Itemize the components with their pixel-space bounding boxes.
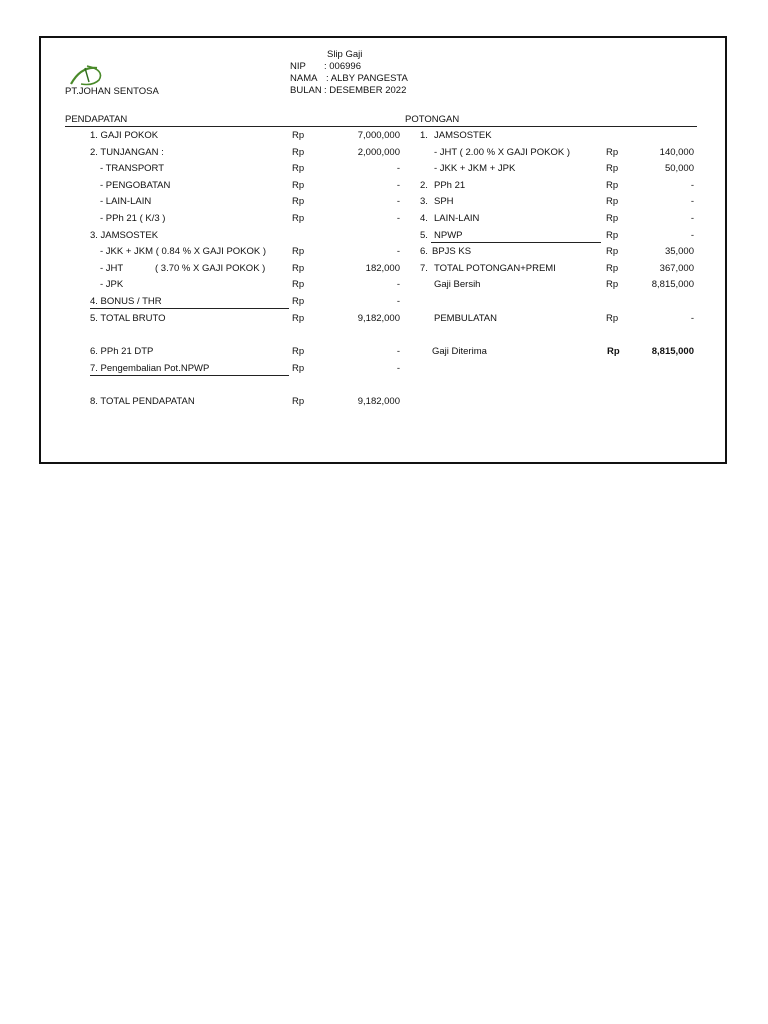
deduction-amount: - <box>690 180 694 191</box>
deduction-amount: 140,000 <box>659 147 694 158</box>
deduction-label: TOTAL POTONGAN+PREMI <box>434 263 556 274</box>
earning-currency: Rp <box>292 296 305 307</box>
earning-label: 5. TOTAL BRUTO <box>90 313 166 324</box>
earning-amount: - <box>396 163 400 174</box>
earning-currency: Rp <box>292 363 305 374</box>
earning-label: 7. Pengembalian Pot.NPWP <box>90 363 210 374</box>
earning-label: 1. GAJI POKOK <box>90 130 159 141</box>
earning-label: - JHT <box>100 263 124 274</box>
deduction-amount: - <box>690 196 694 207</box>
earning-amount: - <box>396 279 400 290</box>
deduction-number: 2. <box>420 180 428 191</box>
earning-label: 3. JAMSOSTEK <box>90 230 159 241</box>
earning-amount: 182,000 <box>365 263 400 274</box>
heading-divider <box>65 126 697 127</box>
earning-label: 4. BONUS / THR <box>90 296 162 307</box>
gaji-diterima-amount: 8,815,000 <box>651 346 694 357</box>
deduction-label: PPh 21 <box>434 180 466 191</box>
earning-currency: Rp <box>292 279 305 290</box>
earning-currency: Rp <box>292 180 305 191</box>
earning-amount: - <box>396 296 400 307</box>
earning-label: - JPK <box>100 279 124 290</box>
earning-currency: Rp <box>292 246 305 257</box>
gaji-bersih-label: Gaji Bersih <box>434 279 481 290</box>
subtotal-underline <box>431 242 601 243</box>
deduction-amount: - <box>690 213 694 224</box>
subtotal-underline <box>90 308 289 309</box>
deduction-number: 6. <box>420 246 428 257</box>
earning-label: - TRANSPORT <box>100 163 165 174</box>
gaji-diterima-currency: Rp <box>607 346 620 357</box>
earning-currency: Rp <box>292 346 305 357</box>
deduction-currency: Rp <box>606 263 619 274</box>
slip-title: Slip Gaji <box>327 49 363 60</box>
deduction-label: LAIN-LAIN <box>434 213 480 224</box>
deduction-number: 3. <box>420 196 428 207</box>
deduction-currency: Rp <box>606 246 619 257</box>
nama-label: NAMA <box>290 73 318 84</box>
bulan-value: : DESEMBER 2022 <box>324 85 407 96</box>
earning-label: 6. PPh 21 DTP <box>90 346 154 357</box>
earning-label: - JKK + JKM ( 0.84 % X GAJI POKOK ) <box>100 246 267 257</box>
deduction-label: NPWP <box>434 230 463 241</box>
deduction-currency: Rp <box>606 313 619 324</box>
deduction-number: 5. <box>420 230 428 241</box>
company-logo-icon <box>67 62 109 88</box>
potongan-heading: POTONGAN <box>405 114 460 125</box>
pembulatan-label: PEMBULATAN <box>434 313 497 324</box>
deduction-currency: Rp <box>606 147 619 158</box>
nama-value: : ALBY PANGESTA <box>326 73 408 84</box>
earning-label: - PPh 21 ( K/3 ) <box>100 213 166 224</box>
deduction-label: - JHT ( 2.00 % X GAJI POKOK ) <box>434 147 571 158</box>
earning-amount: - <box>396 180 400 191</box>
deduction-label: - JKK + JKM + JPK <box>434 163 516 174</box>
earning-amount: 2,000,000 <box>357 147 400 158</box>
deduction-amount: 50,000 <box>664 163 694 174</box>
earning-amount: 9,182,000 <box>357 396 400 407</box>
deduction-amount: - <box>690 230 694 241</box>
gaji-diterima-label: Gaji Diterima <box>432 346 487 357</box>
nip-label: NIP <box>290 61 306 72</box>
deduction-label: BPJS KS <box>432 246 472 257</box>
earning-currency: Rp <box>292 263 305 274</box>
earning-currency: Rp <box>292 396 305 407</box>
salary-slip <box>39 36 727 464</box>
deduction-number: 1. <box>420 130 428 141</box>
company-name: PT.JOHAN SENTOSA <box>65 86 159 97</box>
earning-amount: - <box>396 363 400 374</box>
earning-currency: Rp <box>292 147 305 158</box>
earning-label: 8. TOTAL PENDAPATAN <box>90 396 195 407</box>
earning-amount: - <box>396 246 400 257</box>
deduction-currency: Rp <box>606 213 619 224</box>
earning-note: ( 3.70 % X GAJI POKOK ) <box>155 263 266 274</box>
nip-value: : 006996 <box>324 61 361 72</box>
earning-currency: Rp <box>292 313 305 324</box>
deduction-currency: Rp <box>606 279 619 290</box>
pembulatan-amount: - <box>690 313 694 324</box>
deduction-currency: Rp <box>606 230 619 241</box>
earning-currency: Rp <box>292 213 305 224</box>
earning-amount: - <box>396 196 400 207</box>
earning-currency: Rp <box>292 196 305 207</box>
deduction-number: 4. <box>420 213 428 224</box>
deduction-label: JAMSOSTEK <box>434 130 492 141</box>
earning-amount: - <box>396 213 400 224</box>
deduction-number: 7. <box>420 263 428 274</box>
earning-amount: 9,182,000 <box>357 313 400 324</box>
deduction-currency: Rp <box>606 163 619 174</box>
deduction-currency: Rp <box>606 196 619 207</box>
earning-label: - LAIN-LAIN <box>100 196 152 207</box>
deduction-amount: 35,000 <box>664 246 694 257</box>
deduction-currency: Rp <box>606 180 619 191</box>
earning-label: 2. TUNJANGAN : <box>90 147 164 158</box>
earning-amount: 7,000,000 <box>357 130 400 141</box>
earning-label: - PENGOBATAN <box>100 180 171 191</box>
earning-amount: - <box>396 346 400 357</box>
bulan-label: BULAN <box>290 85 322 96</box>
earning-currency: Rp <box>292 130 305 141</box>
deduction-amount: 367,000 <box>659 263 694 274</box>
earning-currency: Rp <box>292 163 305 174</box>
gaji-bersih-amount: 8,815,000 <box>651 279 694 290</box>
deduction-label: SPH <box>434 196 454 207</box>
subtotal-underline <box>90 375 289 376</box>
pendapatan-heading: PENDAPATAN <box>65 114 128 125</box>
